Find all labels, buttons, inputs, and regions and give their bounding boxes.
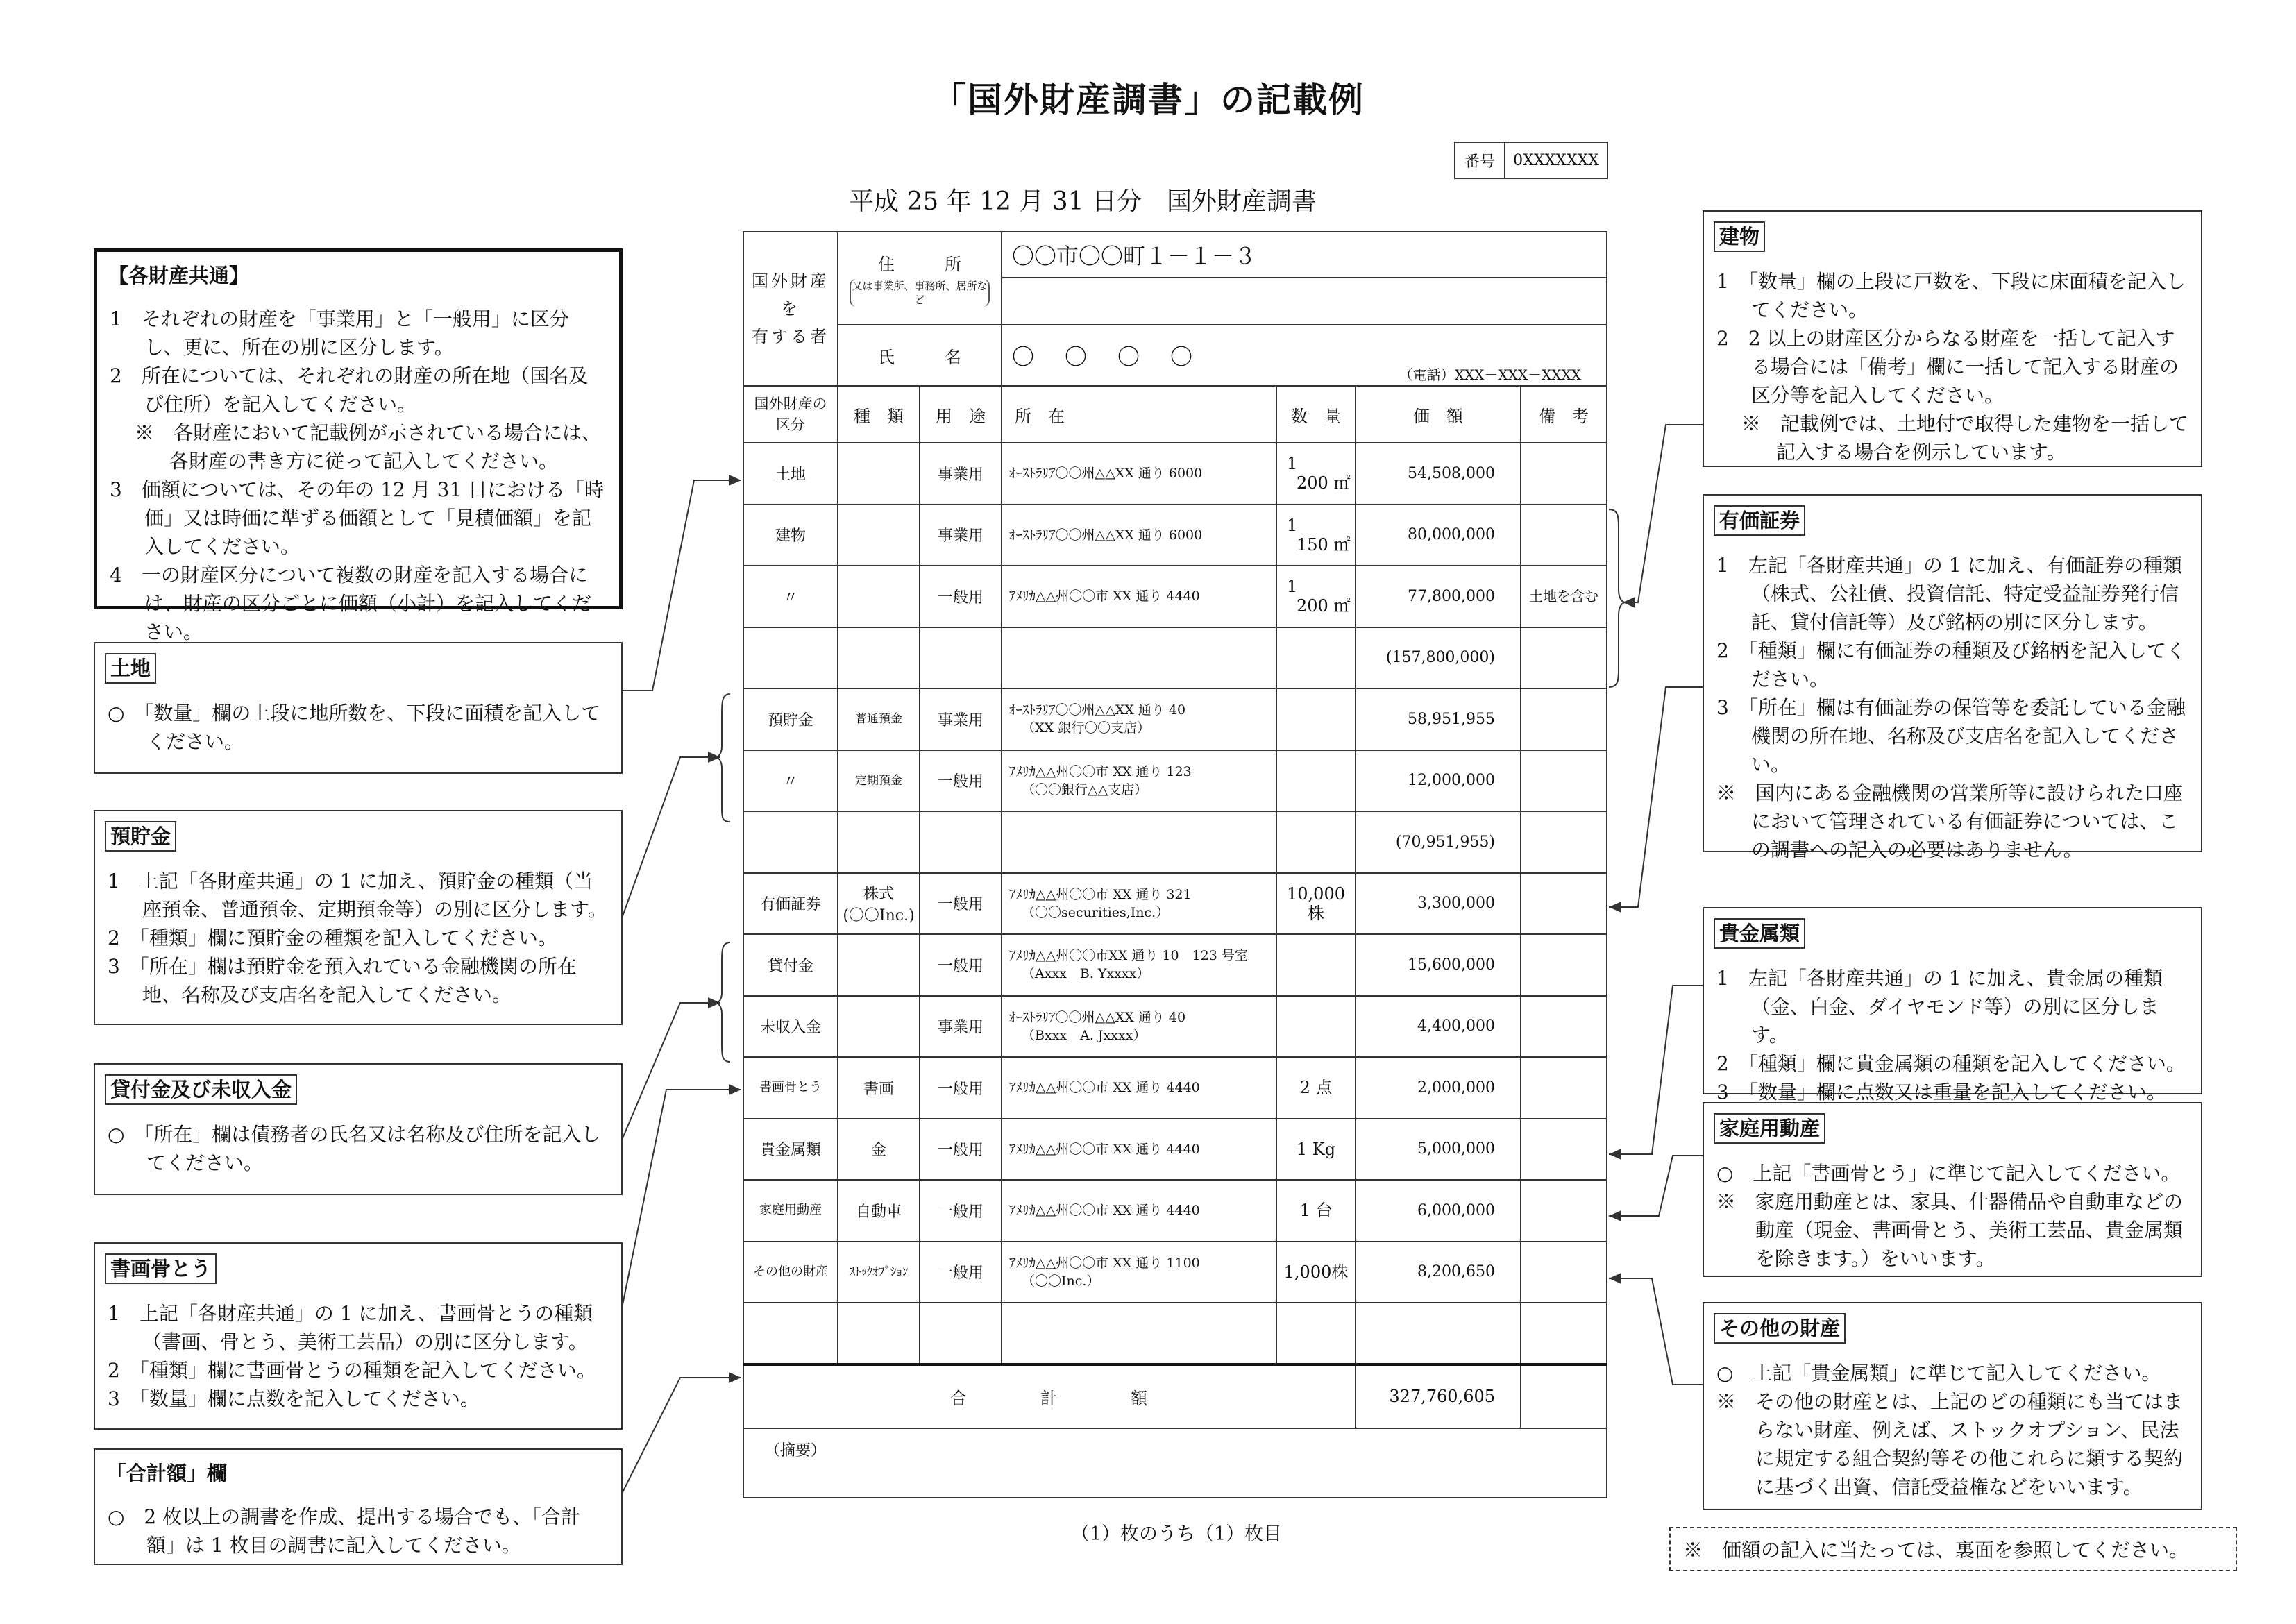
connector-building bbox=[1623, 425, 1703, 602]
note-art-head: 書画骨とう bbox=[105, 1253, 217, 1284]
header-qty: 数 量 bbox=[1276, 386, 1356, 443]
row-quantity: 1 200 ㎡ bbox=[1276, 566, 1356, 627]
note-securities-item: 3 「所在」欄は有価証券の保管等を委託している金融機関の所在地、名称及び支店名を記入してください。 bbox=[1716, 696, 2186, 776]
connector-total bbox=[623, 1378, 741, 1492]
row-value: 4,400,000 bbox=[1356, 996, 1521, 1058]
connector-land bbox=[623, 480, 741, 691]
connector-securities bbox=[1609, 687, 1703, 907]
header-note: 備 考 bbox=[1521, 386, 1607, 443]
row-category: 建物 bbox=[743, 505, 838, 566]
row-use: 一般用 bbox=[920, 873, 1002, 935]
note-metal-item: 3 「数量」欄に点数又は重量を記入してください。 bbox=[1716, 1081, 2166, 1103]
note-household-head: 家庭用動産 bbox=[1714, 1113, 1825, 1144]
note-common-head: 【各財産共通】 bbox=[108, 264, 250, 287]
row-use: 事業用 bbox=[920, 996, 1002, 1058]
row-category: 預貯金 bbox=[743, 688, 838, 750]
row-location: ｵｰｽﾄﾗﾘｱ〇〇州△△XX 通り 40 （Bxxx A. Jxxxx） bbox=[1002, 996, 1276, 1058]
header-use: 用 途 bbox=[920, 386, 1002, 443]
note-total-head: 「合計額」欄 bbox=[106, 1462, 228, 1485]
header-kind: 種 類 bbox=[838, 386, 920, 443]
row-category: 〃 bbox=[743, 750, 838, 812]
note-loan-head: 貸付金及び未収入金 bbox=[105, 1074, 297, 1105]
row-use: 一般用 bbox=[920, 934, 1002, 996]
row-use: 一般用 bbox=[920, 750, 1002, 812]
note-art-item: 1 上記「各財産共通」の 1 に加え、書画骨とうの種類（書画、骨とう、美術工芸品）の別に区分します。 bbox=[108, 1302, 593, 1353]
note-deposit-item: 1 上記「各財産共通」の 1 に加え、預貯金の種類（当座預金、普通預金、定期預金等）の別に区分します。 bbox=[108, 870, 607, 921]
row-kind: ｽﾄｯｸｵﾌﾟｼｮﾝ bbox=[838, 1242, 920, 1303]
page-title: 「国外財産調書」の記載例 bbox=[931, 80, 1365, 120]
brace-deposit bbox=[715, 694, 730, 822]
row-value: 2,000,000 bbox=[1356, 1057, 1521, 1119]
note-land-head: 土地 bbox=[105, 653, 156, 684]
address-sub-label: 又は事業所、事務所、居所など bbox=[850, 279, 990, 307]
note-common-item: 1 それぞれの財産を「事業用」と「一般用」に区分し、更に、所在の別に区分します。 bbox=[110, 307, 569, 359]
row-value: 3,300,000 bbox=[1356, 873, 1521, 935]
row-use: 一般用 bbox=[920, 1180, 1002, 1242]
note-building-item: 1 「数量」欄の上段に戸数を、下段に床面積を記入してください。 bbox=[1716, 270, 2186, 321]
row-value: 15,600,000 bbox=[1356, 934, 1521, 996]
row-location: ｵｰｽﾄﾗﾘｱ〇〇州△△XX 通り 6000 bbox=[1002, 505, 1276, 566]
note-art-item: 2 「種類」欄に書画骨とうの種類を記入してください。 bbox=[108, 1359, 596, 1382]
row-category: 有価証券 bbox=[743, 873, 838, 935]
number-label: 番号 bbox=[1455, 143, 1505, 178]
row-location: ｱﾒﾘｶ△△州〇〇市 XX 通り 4440 bbox=[1002, 1057, 1276, 1119]
row-quantity: 1 200 ㎡ bbox=[1276, 443, 1356, 505]
row-category: 〃 bbox=[743, 566, 838, 627]
row-location: ｱﾒﾘｶ△△州〇〇市 XX 通り 321 （〇〇securities,Inc.） bbox=[1002, 873, 1276, 935]
row-location: ｵｰｽﾄﾗﾘｱ〇〇州△△XX 通り 40 （XX 銀行〇〇支店） bbox=[1002, 688, 1276, 750]
total-value: 327,760,605 bbox=[1356, 1364, 1521, 1428]
row-value: 8,200,650 bbox=[1356, 1242, 1521, 1303]
page-count: （1）枚のうち（1）枚目 bbox=[1070, 1523, 1283, 1545]
row-location: ｱﾒﾘｶ△△州〇〇市 XX 通り 4440 bbox=[1002, 1119, 1276, 1181]
note-land-item: ○ 「数量」欄の上段に地所数を、下段に面積を記入してください。 bbox=[108, 702, 601, 753]
connector-art bbox=[623, 1090, 741, 1305]
number-value: 0XXXXXXX bbox=[1513, 151, 1599, 169]
header-category: 国外財産の区分 bbox=[743, 386, 838, 443]
row-category: 貴金属類 bbox=[743, 1119, 838, 1181]
note-art-item: 3 「数量」欄に点数を記入してください。 bbox=[108, 1387, 480, 1410]
note-common-item: 4 一の財産区分について複数の財産を記入する場合には、財産の区分ごとに価額（小計）を記入してください。 bbox=[110, 564, 592, 643]
note-common-item: ※ 各財産において記載例が示されている場合には、各財産の書き方に従って記入してください。 bbox=[135, 421, 602, 473]
row-value: 6,000,000 bbox=[1356, 1180, 1521, 1242]
row-location: ｱﾒﾘｶ△△州〇〇市 XX 通り 4440 bbox=[1002, 1180, 1276, 1242]
connector-other bbox=[1609, 1278, 1703, 1385]
row-location: ｱﾒﾘｶ△△州〇〇市 XX 通り 4440 bbox=[1002, 566, 1276, 627]
row-category: その他の財産 bbox=[743, 1242, 838, 1303]
note-deposit-head: 預貯金 bbox=[105, 821, 176, 852]
row-category: 未収入金 bbox=[743, 996, 838, 1058]
note-securities-item: ※ 国内にある金融機関の営業所等に設けられた口座において管理されている有価証券については、この調書への記入の必要はありません。 bbox=[1716, 781, 2184, 861]
owner-label: 国外財産を 有する者 bbox=[743, 232, 838, 386]
connector-loan bbox=[623, 1003, 720, 1138]
note-common-item: 2 所在については、それぞれの財産の所在地（国名及び住所）を記入してください。 bbox=[110, 364, 589, 416]
row-category: 貸付金 bbox=[743, 934, 838, 996]
row-use: 事業用 bbox=[920, 688, 1002, 750]
bottom-note: ※ 価額の記入に当たっては、裏面を参照してください。 bbox=[1669, 1527, 2237, 1571]
row-kind: 金 bbox=[838, 1119, 920, 1181]
note-common-item: 3 価額については、その年の 12 月 31 日における「時価」又は時価に準ずる価額として「見積価額」を記入してください。 bbox=[110, 478, 605, 558]
row-use: 事業用 bbox=[920, 505, 1002, 566]
name-label: 氏 名 bbox=[838, 325, 1002, 386]
row-location: ｱﾒﾘｶ△△州〇〇市 XX 通り 1100 （〇〇Inc.） bbox=[1002, 1242, 1276, 1303]
row-value: 77,800,000 bbox=[1356, 566, 1521, 627]
note-building-head: 建物 bbox=[1714, 221, 1765, 252]
row-value: 80,000,000 bbox=[1356, 505, 1521, 566]
row-location: ｵｰｽﾄﾗﾘｱ〇〇州△△XX 通り 6000 bbox=[1002, 443, 1276, 505]
row-category: 土地 bbox=[743, 443, 838, 505]
note-securities-head: 有価証券 bbox=[1714, 505, 1805, 536]
note-household-item: ※ 家庭用動産とは、家具、什器備品や自動車などの動産（現金、書画骨とう、美術工芸品、貴金属類を除きます。）をいいます。 bbox=[1716, 1190, 2184, 1270]
row-kind: 書画 bbox=[838, 1057, 920, 1119]
address-label: 住 所 bbox=[878, 254, 961, 274]
phone-number: （電話）XXX－XXX－XXXX bbox=[1399, 366, 1582, 383]
row-quantity: 2 点 bbox=[1276, 1057, 1356, 1119]
row-quantity: 10,000株 bbox=[1276, 873, 1356, 935]
row-use: 一般用 bbox=[920, 1119, 1002, 1181]
row-value: 5,000,000 bbox=[1356, 1119, 1521, 1181]
row-kind: 普通預金 bbox=[838, 688, 920, 750]
note-deposit-item: 3 「所在」欄は預貯金を預入れている金融機関の所在地、名称及び支店名を記入してください。 bbox=[108, 955, 577, 1006]
row-use: 一般用 bbox=[920, 1057, 1002, 1119]
note-household-item: ○ 上記「書画骨とう」に準じて記入してください。 bbox=[1716, 1162, 2181, 1185]
note-deposit-item: 2 「種類」欄に預貯金の種類を記入してください。 bbox=[108, 927, 557, 949]
note-building-item: 2 2 以上の財産区分からなる財産を一括して記入する場合には「備考」欄に一括して記入する財産の区分等を記入してください。 bbox=[1716, 327, 2179, 407]
row-category: 書画骨とう bbox=[743, 1057, 838, 1119]
note-building-item: ※ 記載例では、土地付で取得した建物を一括して記入する場合を例示しています。 bbox=[1741, 412, 2189, 464]
note-securities-item: 1 左記「各財産共通」の 1 に加え、有価証券の種類（株式、公社債、投資信託、特定受益証券発行信託、貸付信託等）及び銘柄の別に区分します。 bbox=[1716, 554, 2183, 634]
address-value: 〇〇市〇〇町１－１－３ bbox=[1002, 232, 1607, 278]
row-kind: 株式 (〇〇Inc.) bbox=[838, 873, 920, 935]
row-use: 事業用 bbox=[920, 443, 1002, 505]
note-metal-head: 貴金属類 bbox=[1714, 918, 1805, 949]
row-location: ｱﾒﾘｶ△△州〇〇市XX 通り 10 123 号室 （Axxx B. Yxxxx） bbox=[1002, 934, 1276, 996]
note-total-item: ○ 2 枚以上の調書を作成、提出する場合でも、「合計額」は 1 枚目の調書に記入してください。 bbox=[108, 1505, 581, 1557]
header-location: 所 在 bbox=[1002, 386, 1276, 443]
header-value: 価 額 bbox=[1356, 386, 1521, 443]
row-kind: 自動車 bbox=[838, 1180, 920, 1242]
row-kind: 定期預金 bbox=[838, 750, 920, 812]
note-other-item: ※ その他の財産とは、上記のどの種類にも当てはまらない財産、例えば、ストックオプション、民法に規定する組合契約等その他これらに類する契約に基づく出資、信託受益権などをいいます。 bbox=[1716, 1390, 2184, 1498]
total-label: 合 計 額 bbox=[743, 1364, 1356, 1428]
connector-deposit bbox=[623, 757, 720, 916]
row-quantity: 1,000株 bbox=[1276, 1242, 1356, 1303]
row-value: (157,800,000) bbox=[1356, 627, 1521, 689]
row-category: 家庭用動産 bbox=[743, 1180, 838, 1242]
row-value: 54,508,000 bbox=[1356, 443, 1521, 505]
note-securities-item: 2 「種類」欄に有価証券の種類及び銘柄を記入してください。 bbox=[1716, 639, 2186, 691]
row-note: 土地を含む bbox=[1521, 566, 1607, 627]
note-metal-item: 2 「種類」欄に貴金属類の種類を記入してください。 bbox=[1716, 1052, 2186, 1075]
row-quantity: 1 台 bbox=[1276, 1180, 1356, 1242]
row-quantity: 1 150 ㎡ bbox=[1276, 505, 1356, 566]
row-use: 一般用 bbox=[920, 1242, 1002, 1303]
connector-metal bbox=[1609, 986, 1703, 1154]
row-quantity: 1 Kg bbox=[1276, 1119, 1356, 1181]
row-use: 一般用 bbox=[920, 566, 1002, 627]
row-location: ｱﾒﾘｶ△△州〇〇市 XX 通り 123 （〇〇銀行△△支店） bbox=[1002, 750, 1276, 812]
note-other-item: ○ 上記「貴金属類」に準じて記入してください。 bbox=[1716, 1362, 2161, 1385]
note-metal-item: 1 左記「各財産共通」の 1 に加え、貴金属の種類（金、白金、ダイヤモンド等）の別に区分します。 bbox=[1716, 967, 2163, 1047]
connector-household bbox=[1609, 1156, 1703, 1216]
row-value: 58,951,955 bbox=[1356, 688, 1521, 750]
note-other-head: その他の財産 bbox=[1714, 1313, 1846, 1344]
form-subtitle: 平成 25 年 12 月 31 日分 国外財産調書 bbox=[848, 187, 1317, 216]
name-value: 〇 〇 〇 〇 bbox=[1012, 344, 1197, 370]
row-value: (70,951,955) bbox=[1356, 811, 1521, 873]
brace-building bbox=[1609, 509, 1626, 687]
brace-loan bbox=[715, 942, 730, 1062]
row-value: 12,000,000 bbox=[1356, 750, 1521, 812]
summary-label: （摘要） bbox=[743, 1428, 1607, 1498]
note-loan-item: ○ 「所在」欄は債務者の氏名又は名称及び住所を記入してください。 bbox=[108, 1123, 601, 1174]
